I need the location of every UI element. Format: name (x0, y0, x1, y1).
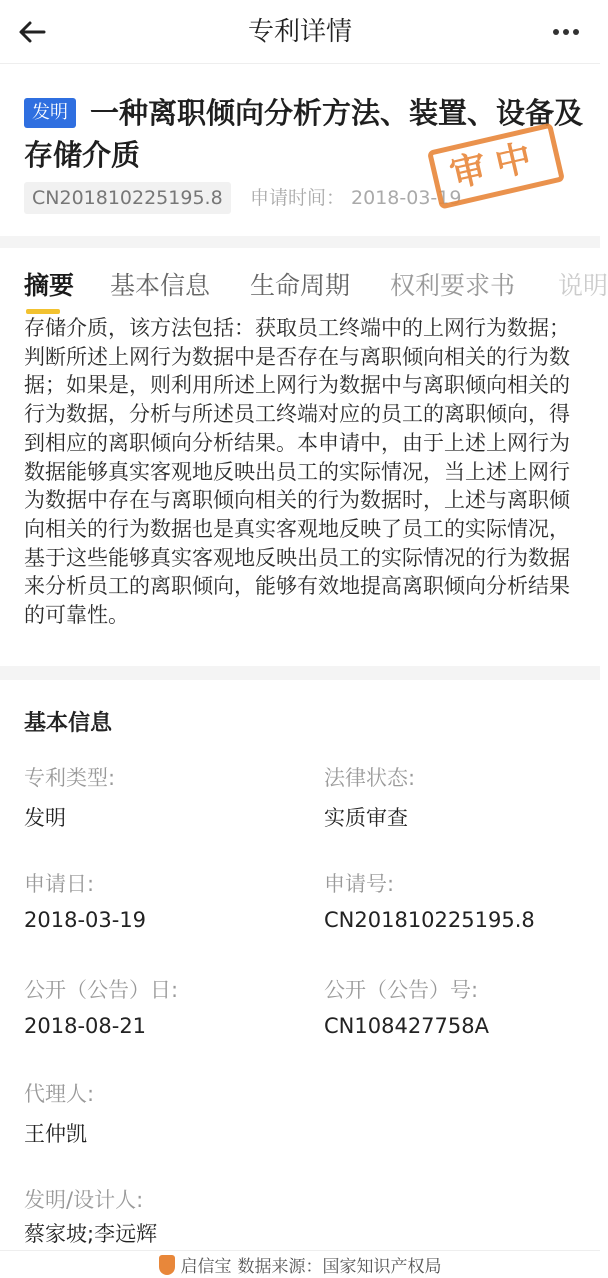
more-dots-icon (553, 29, 559, 35)
application-date-label: 申请日: (24, 872, 95, 896)
section-divider (0, 666, 600, 680)
inventor-value: 蔡家坡;李远辉 (24, 1222, 158, 1246)
basic-info-heading: 基本信息 (24, 711, 113, 736)
publication-number-value: CN108427758A (324, 1014, 489, 1038)
tab-abstract[interactable]: 摘要 (24, 271, 75, 300)
section-divider (0, 236, 600, 248)
publication-date-label: 公开（公告）日: (24, 978, 179, 1002)
publication-date-value: 2018-08-21 (24, 1014, 147, 1038)
shield-logo-icon (159, 1255, 175, 1275)
agent-value: 王仲凯 (24, 1122, 87, 1146)
patent-title: 一种离职倾向分析方法、装置、设备及存储介质 (24, 96, 584, 172)
tab-description[interactable]: 说明 (558, 271, 608, 300)
tab-lifecycle[interactable]: 生命周期 (250, 271, 351, 300)
application-time-value: 2018-03-19 (351, 187, 462, 209)
patent-type-label: 专利类型: (24, 766, 116, 790)
status-stamp: 审中 (427, 122, 565, 209)
legal-status-value: 实质审查 (324, 806, 408, 830)
legal-status-label: 法律状态: (324, 766, 416, 790)
more-button[interactable] (546, 14, 586, 50)
patent-header (0, 64, 600, 236)
basic-info-section (0, 680, 600, 1246)
application-time (250, 182, 461, 214)
inventor-label: 发明/设计人: (24, 1188, 144, 1212)
data-source-text: 数据来源：国家知识产权局 (237, 1257, 442, 1277)
application-number-label: 申请号: (324, 872, 395, 896)
page-title: 专利详情 (247, 17, 352, 47)
agent-label: 代理人: (24, 1082, 95, 1106)
tab-claims[interactable]: 权利要求书 (390, 271, 516, 300)
publication-number-label: 公开（公告）号: (324, 978, 479, 1002)
data-source-footer (0, 1250, 600, 1278)
patent-type-badge: 发明 (24, 98, 76, 128)
application-time-label: 申请时间： (250, 187, 346, 209)
tab-bar (0, 248, 608, 314)
patent-type-value: 发明 (24, 806, 66, 830)
tab-basic-info[interactable]: 基本信息 (110, 271, 211, 300)
application-number-value: CN201810225195.8 (324, 908, 535, 932)
brand-name: 启信宝 (180, 1257, 232, 1277)
navbar (0, 0, 600, 64)
application-number: CN201810225195.8 (24, 182, 231, 214)
abstract-text: 存储介质，该方法包括：获取员工终端中的上网行为数据；判断所述上网行为数据中是否存在与离职倾向相关的行为数据；如果是，则利用所述上网行为数据中与离职倾向相关的行为数据，分析与所述员工终端对应的员工的离职倾向，得到相应的离职倾向分析结果。本申请中，由于上述上网行为数据能够真实客观地反映出员工的实际情况，当上述上网行为数据中存在与离职倾向相关的行为数据时，上述与离职倾向相关的行为数据也是真实客观地反映了员工的实际情况，基于这些能够真实客观地反映出员工的实际情况的行为数据来分析员工的离职倾向，能够有效地提高离职倾向分析结果的可靠性。 (24, 316, 570, 628)
application-date-value: 2018-03-19 (24, 908, 147, 932)
